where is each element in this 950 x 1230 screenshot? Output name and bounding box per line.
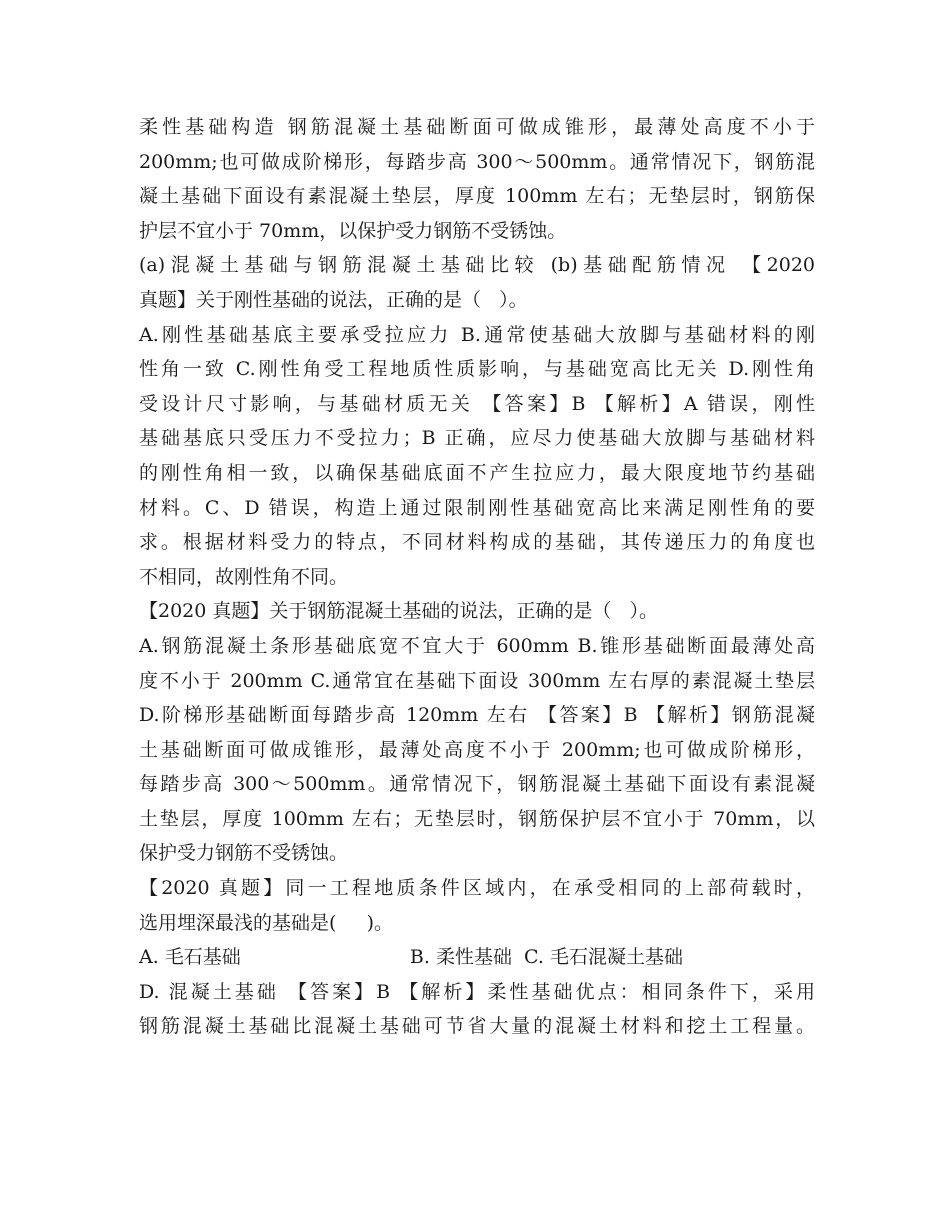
text-line: A. 毛石基础 B. 柔性基础 C. 毛石混凝土基础 xyxy=(139,946,683,969)
text-line: 土基础断面可做成锥形，最薄处高度不小于 200mm;也可做成阶梯形， xyxy=(139,738,815,761)
text-line: D.阶梯形基础断面每踏步高 120mm 左右 【答案】B 【解析】钢筋混凝 xyxy=(139,704,815,727)
text-line: A.刚性基础基底主要承受拉应力 B.通常使基础大放脚与基础材料的刚 xyxy=(139,323,815,346)
text-line: 选用埋深最浅的基础是( )。 xyxy=(139,911,394,934)
text-line: 每踏步高 300～500mm。通常情况下，钢筋混凝土基础下面设有素混凝 xyxy=(139,773,815,796)
text-line: 200mm;也可做成阶梯形，每踏步高 300～500mm。通常情况下，钢筋混 xyxy=(139,150,815,173)
document-body xyxy=(139,110,815,1044)
text-line: 求。根据材料受力的特点，不同材料构成的基础，其传递压力的角度也 xyxy=(139,531,815,554)
text-line: 度不小于 200mm C.通常宜在基础下面设 300mm 左右厚的素混凝土垫层 xyxy=(139,669,815,692)
text-line: 保护受力钢筋不受锈蚀。 xyxy=(139,842,349,865)
text-line: 材料。C、D 错误，构造上通过限制刚性基础宽高比来满足刚性角的要 xyxy=(139,496,815,519)
text-line: 的刚性角相一致，以确保基础底面不产生拉应力，最大限度地节约基础 xyxy=(139,461,815,484)
text-line: 基础基底只受压力不受拉力；B 正确，应尽力使基础大放脚与基础材料 xyxy=(139,427,815,450)
text-line: 护层不宜小于 70mm，以保护受力钢筋不受锈蚀。 xyxy=(139,219,567,242)
text-line: 土垫层，厚度 100mm 左右；无垫层时，钢筋保护层不宜小于 70mm，以 xyxy=(139,807,815,830)
text-line: 钢筋混凝土基础比混凝土基础可节省大量的混凝土材料和挖土工程量。 xyxy=(139,1015,815,1038)
text-line: A.钢筋混凝土条形基础底宽不宜大于 600mm B.锥形基础断面最薄处高 xyxy=(139,634,815,657)
text-line: 真题】关于刚性基础的说法，正确的是（ ）。 xyxy=(139,288,528,311)
text-line: 凝土基础下面设有素混凝土垫层，厚度 100mm 左右；无垫层时，钢筋保 xyxy=(139,185,815,208)
text-line: (a)混凝土基础与钢筋混凝土基础比较 (b)基础配筋情况 【2020 xyxy=(139,254,815,277)
text-line: D. 混凝土基础 【答案】B 【解析】柔性基础优点：相同条件下，采用 xyxy=(139,980,815,1003)
text-line: 柔性基础构造 钢筋混凝土基础断面可做成锥形，最薄处高度不小于 xyxy=(139,116,815,138)
text-line: 受设计尺寸影响，与基础材质无关 【答案】B 【解析】A 错误，刚性 xyxy=(139,392,815,415)
text-line: 不相同，故刚性角不同。 xyxy=(139,565,349,588)
text-line: 【2020 真题】关于钢筋混凝土基础的说法，正确的是（ ）。 xyxy=(139,600,659,623)
text-line: 【2020 真题】同一工程地质条件区域内，在承受相同的上部荷载时， xyxy=(139,877,815,900)
text-line: 性角一致 C.刚性角受工程地质性质影响，与基础宽高比无关 D.刚性角 xyxy=(139,358,815,381)
